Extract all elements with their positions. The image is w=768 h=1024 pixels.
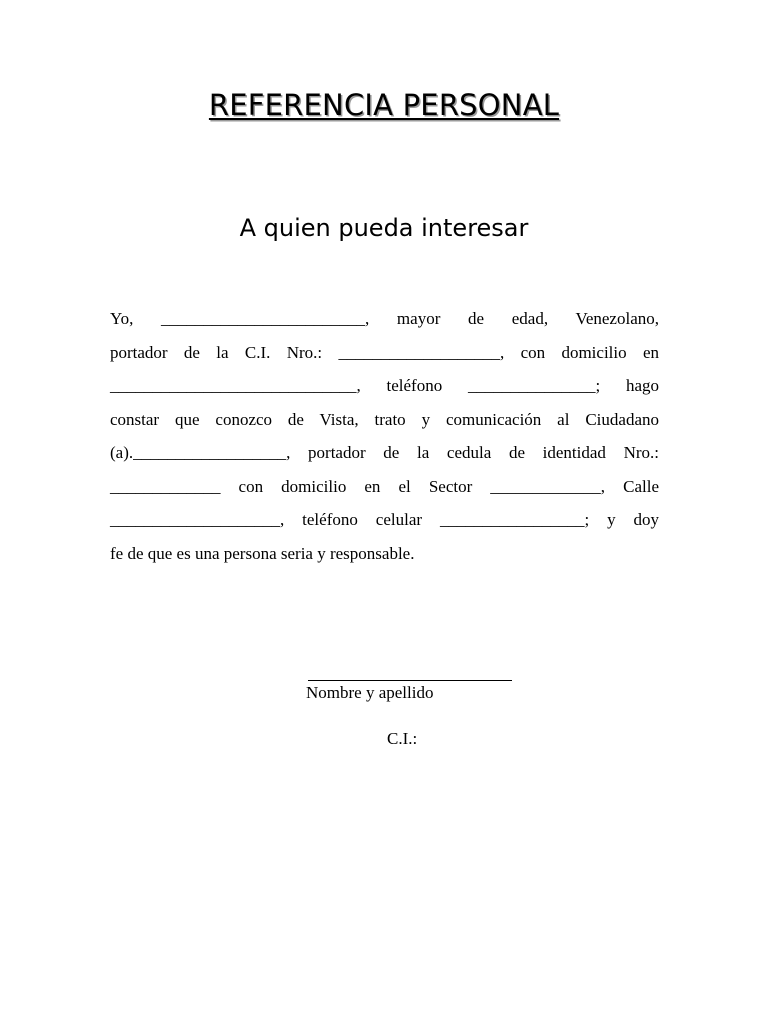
- body-line: (a).__________________, portador de la cedula de identidad Nro.:: [110, 443, 659, 462]
- body-line: fe de que es una persona seria y responsable.: [110, 543, 415, 563]
- signature-ci-label: C.I.:: [387, 729, 418, 748]
- body-line: _____________________________, teléfono _______________; hago: [110, 376, 659, 395]
- body-line: ____________________, teléfono celular _________________; y doy: [110, 510, 659, 529]
- signature-line: [308, 680, 512, 681]
- document-title: REFERENCIA PERSONAL: [208, 88, 560, 122]
- signature-name-label: Nombre y apellido: [306, 683, 434, 702]
- document-subtitle: A quien pueda interesar: [239, 214, 529, 242]
- body-line: portador de la C.I. Nro.: ___________________, con domicilio en: [110, 342, 659, 362]
- body-line: _____________ con domicilio en el Sector _____________, Calle: [110, 476, 659, 496]
- body-line: Yo, ________________________, mayor de edad, Venezolano,: [110, 309, 659, 328]
- document-body: [110, 302, 659, 570]
- body-line: constar que conozco de Vista, trato y comunicación al Ciudadano: [110, 409, 659, 429]
